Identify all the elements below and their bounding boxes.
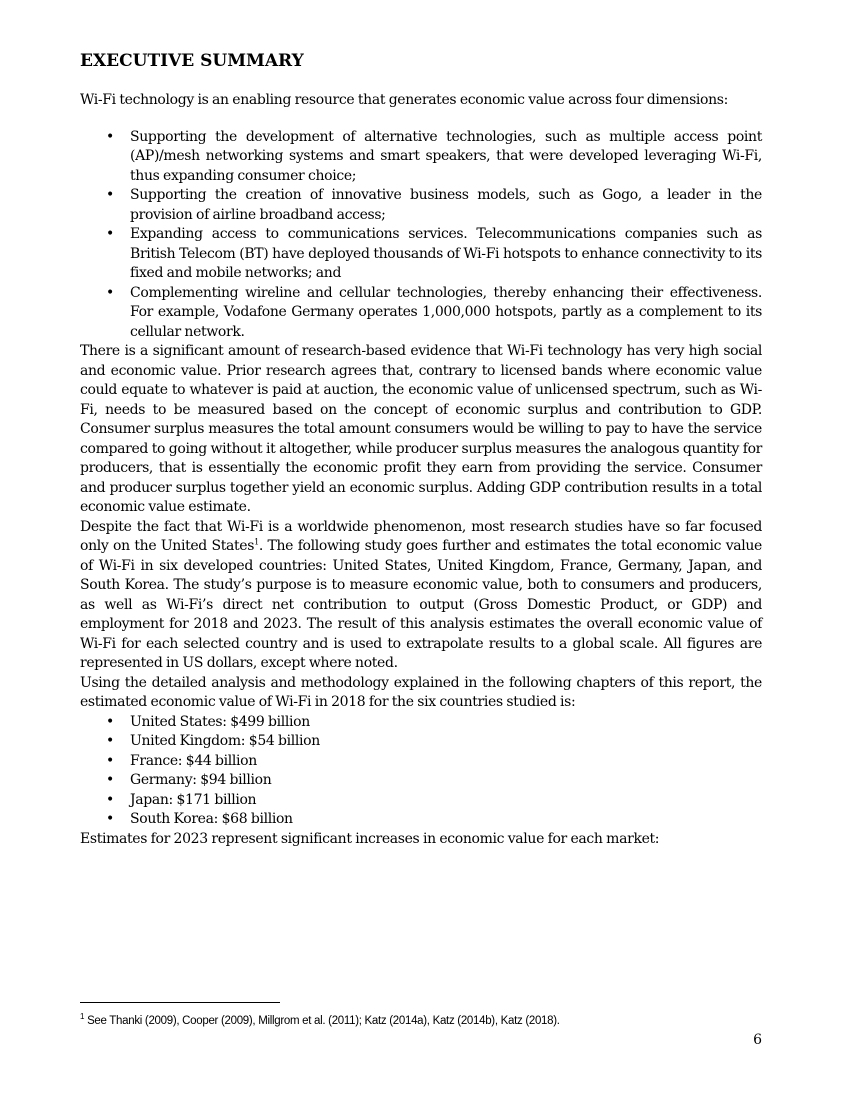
list-item xyxy=(80,284,762,343)
dimensions-list xyxy=(80,128,762,343)
estimates-paragraph: Using the detailed analysis and methodology explained in the following chapters of this report, the estimated economic value of Wi-Fi in 2018 for the six countries studied is: xyxy=(80,674,762,710)
list-item-text: Supporting the development of alternative technologies, such as multiple access point (AP)/mesh networking systems and smart speakers, that were developed leveraging Wi-Fi, thus expanding consumer choice; xyxy=(130,128,762,184)
bullet-icon: • xyxy=(106,713,114,730)
list-item xyxy=(80,771,762,791)
list-item xyxy=(80,186,762,225)
list-item xyxy=(80,713,762,733)
country-value-japan: Japan: $171 billion xyxy=(130,791,257,808)
page-number: 6 xyxy=(753,1032,762,1048)
evidence-paragraph: There is a significant amount of research-based evidence that Wi-Fi technology has very high social and economic value. Prior research agrees that, contrary to licensed bands where economic value could equate to whatever is paid at auction, the economic value of unlicensed spectrum, such as Wi-Fi, needs to be measured based on the concept of economic surplus and contribution to GDP. Consumer surplus measures the total amount consumers would be willing to pay to have the service compared to going without it altogether, while producer surplus measures the analogous quantity for producers, that is essentially the economic profit they earn from providing the service. Consumer and producer surplus together yield an economic surplus. Adding GDP contribution results in a total economic value estimate. xyxy=(80,343,762,515)
section-heading: EXECUTIVE SUMMARY xyxy=(80,51,304,71)
bullet-icon: • xyxy=(106,128,114,145)
country-values-list xyxy=(80,713,762,830)
list-item xyxy=(80,752,762,772)
footnote-divider xyxy=(80,1002,280,1003)
bullet-icon: • xyxy=(106,811,114,827)
country-value-france: France: $44 billion xyxy=(130,752,257,769)
bullet-icon: • xyxy=(106,284,114,301)
footnote-text: See Thanki (2009), Cooper (2009), Millgrom et al. (2011); Katz (2014a), Katz (2014b), Katz (2018). xyxy=(87,1015,560,1027)
bullet-icon: • xyxy=(106,226,114,242)
document-page xyxy=(80,50,762,849)
country-value-united-states: United States: $499 billion xyxy=(130,713,310,730)
list-item-text: Expanding access to communications services. Telecommunications companies such as British Telecom (BT) have deployed thousands of Wi-Fi hotspots to enhance connectivity to its fixed and mobile networks; and xyxy=(130,226,762,281)
country-value-south-korea: South Korea: $68 billion xyxy=(130,811,293,827)
bullet-icon: • xyxy=(106,752,114,769)
list-item xyxy=(80,225,762,284)
list-item-text: Supporting the creation of innovative business models, such as Gogo, a leader in the provision of airline broadband access; xyxy=(130,187,762,223)
list-item xyxy=(80,732,762,752)
list-item xyxy=(80,128,762,187)
footnote-reference[interactable]: 1 xyxy=(254,537,259,547)
footnote-marker: 1 xyxy=(80,1012,85,1022)
footnote xyxy=(80,1013,762,1029)
bullet-icon: • xyxy=(106,791,114,808)
bullet-icon: • xyxy=(106,187,114,203)
list-item xyxy=(80,810,762,830)
bullet-icon: • xyxy=(106,733,114,749)
list-item-text: Complementing wireline and cellular technologies, thereby enhancing their effectiveness. For example, Vodafone Germany operates 1,000,000 hotspots, partly as a complement to its cellular network. xyxy=(130,284,762,340)
study-paragraph-rest: . The following study goes further and estimates the total economic value of Wi-Fi in six developed countries: United States, United Kingdom, France, Germany, Japan, and South Korea. The study’s purpose is to measure economic value, both to consumers and producers, as well as Wi-Fi’s direct net contribution to output (Gross Domestic Product, or GDP) and employment for 2018 and 2023. The result of this analysis estimates the overall economic value of Wi-Fi for each selected country and is used to extrapolate results to a global scale. All figures are represented in US dollars, except where noted. xyxy=(80,538,762,671)
estimates-2023-paragraph: Estimates for 2023 represent significant increases in economic value for each market: xyxy=(80,830,660,847)
country-value-united-kingdom: United Kingdom: $54 billion xyxy=(130,733,320,749)
bullet-icon: • xyxy=(106,772,114,788)
study-paragraph xyxy=(80,518,762,674)
country-value-germany: Germany: $94 billion xyxy=(130,772,272,788)
study-paragraph-start: Despite the fact that Wi-Fi is a worldwide phenomenon, most research studies have so far focused only on the United States xyxy=(80,518,762,554)
list-item xyxy=(80,791,762,811)
intro-paragraph: Wi-Fi technology is an enabling resource that generates economic value across four dimensions: xyxy=(80,92,728,108)
